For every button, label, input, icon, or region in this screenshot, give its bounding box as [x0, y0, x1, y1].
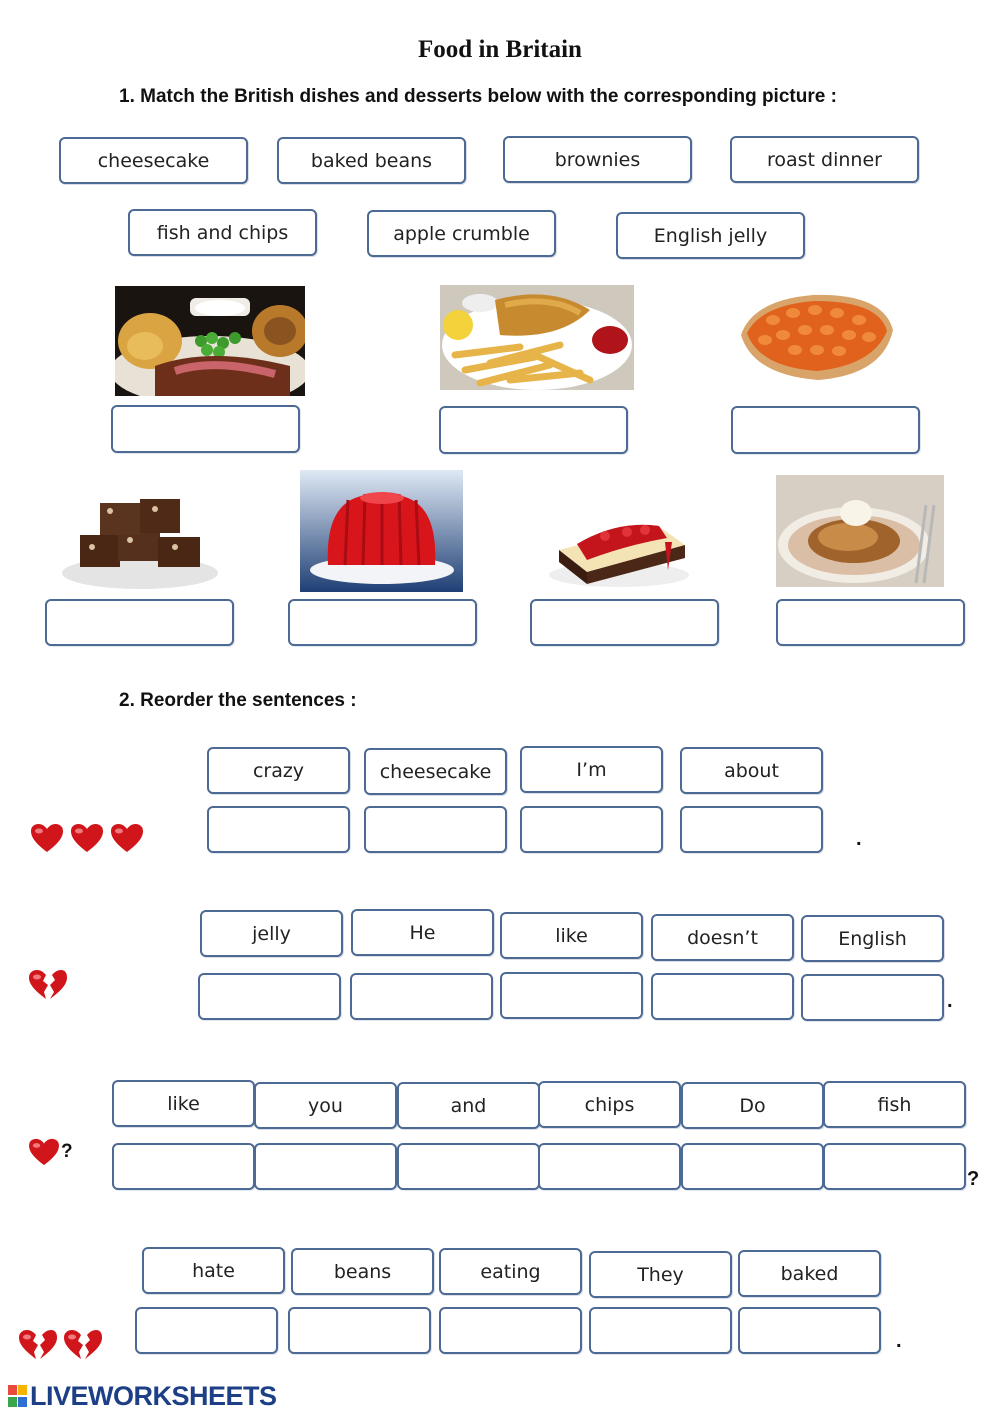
sentence-3-word-chip[interactable]: like — [112, 1080, 255, 1127]
cheesecake-photo — [547, 500, 692, 587]
sentence-2-word-chip[interactable]: English — [801, 915, 944, 962]
answer-box-cheesecake[interactable] — [530, 599, 719, 646]
liveworksheets-logo-icon — [8, 1385, 28, 1409]
page-title: Food in Britain — [418, 36, 582, 63]
sentence-4-icons — [18, 1329, 103, 1361]
sentence-3-punctuation: ? — [967, 1168, 980, 1190]
sentence-3-icons — [28, 1138, 73, 1166]
sentence-1-word-chip[interactable]: crazy — [207, 747, 350, 794]
heart-icon — [30, 823, 64, 853]
sentence-4-answer-box[interactable] — [738, 1307, 881, 1354]
apple-crumble-photo — [776, 475, 944, 587]
sentence-2-word-chip[interactable]: He — [351, 909, 494, 956]
word-chip-fish-and-chips[interactable]: fish and chips — [128, 209, 317, 256]
heart-icon — [70, 823, 104, 853]
sentence-4-answer-box[interactable] — [288, 1307, 431, 1354]
sentence-3-answer-box[interactable] — [254, 1143, 397, 1190]
baked-beans-photo — [733, 275, 899, 387]
sentence-3-word-chip[interactable]: chips — [538, 1081, 681, 1128]
sentence-4-word-chip[interactable]: beans — [291, 1248, 434, 1295]
sentence-4-answer-box[interactable] — [439, 1307, 582, 1354]
sentence-3-word-chip[interactable]: you — [254, 1082, 397, 1129]
sentence-2-word-chip[interactable]: jelly — [200, 910, 343, 957]
sentence-2-answer-box[interactable] — [198, 973, 341, 1020]
sentence-1-icons — [30, 823, 144, 853]
sentence-3-answer-box[interactable] — [112, 1143, 255, 1190]
sentence-2-icons — [28, 969, 68, 1001]
word-chip-english-jelly[interactable]: English jelly — [616, 212, 805, 259]
sentence-3-answer-box[interactable] — [823, 1143, 966, 1190]
answer-box-english-jelly[interactable] — [288, 599, 477, 646]
broken-heart-icon — [63, 1329, 103, 1361]
word-chip-brownies[interactable]: brownies — [503, 136, 692, 183]
answer-box-baked-beans[interactable] — [731, 406, 920, 454]
sentence-3-answer-box[interactable] — [681, 1143, 824, 1190]
sentence-2-answer-box[interactable] — [350, 973, 493, 1020]
sentence-2-word-chip[interactable]: doesn’t — [651, 914, 794, 961]
sentence-3-word-chip[interactable]: and — [397, 1082, 540, 1129]
sentence-2-word-chip[interactable]: like — [500, 912, 643, 959]
word-chip-baked-beans[interactable]: baked beans — [277, 137, 466, 184]
sentence-4-word-chip[interactable]: baked — [738, 1250, 881, 1297]
sentence-3-icon-suffix: ? — [61, 1141, 73, 1162]
sentence-2-answer-box[interactable] — [801, 974, 944, 1021]
sentence-4-answer-box[interactable] — [135, 1307, 278, 1354]
sentence-2-answer-box[interactable] — [500, 972, 643, 1019]
heart-icon — [28, 1138, 60, 1166]
exercise-1-heading: 1. Match the British dishes and desserts below with the corresponding picture : — [119, 86, 837, 107]
sentence-1-answer-box[interactable] — [520, 806, 663, 853]
broken-heart-icon — [18, 1329, 58, 1361]
sentence-3-answer-box[interactable] — [397, 1143, 540, 1190]
answer-box-apple-crumble[interactable] — [776, 599, 965, 646]
word-chip-roast-dinner[interactable]: roast dinner — [730, 136, 919, 183]
sentence-4-word-chip[interactable]: hate — [142, 1247, 285, 1294]
sentence-1-word-chip[interactable]: about — [680, 747, 823, 794]
sentence-4-word-chip[interactable]: eating — [439, 1248, 582, 1295]
answer-box-brownies[interactable] — [45, 599, 234, 646]
word-chip-apple-crumble[interactable]: apple crumble — [367, 210, 556, 257]
brownies-photo — [60, 485, 220, 590]
heart-icon — [110, 823, 144, 853]
answer-box-roast-dinner[interactable] — [111, 405, 300, 453]
sentence-4-word-chip[interactable]: They — [589, 1251, 732, 1298]
sentence-1-word-chip[interactable]: I’m — [520, 746, 663, 793]
sentence-1-answer-box[interactable] — [207, 806, 350, 853]
sentence-1-answer-box[interactable] — [364, 806, 507, 853]
fish-and-chips-photo — [440, 285, 634, 390]
answer-box-fish-and-chips[interactable] — [439, 406, 628, 454]
broken-heart-icon — [28, 969, 68, 1001]
sentence-2-punctuation: . — [947, 990, 953, 1012]
sentence-4-punctuation: . — [896, 1330, 902, 1352]
exercise-2-heading: 2. Reorder the sentences : — [119, 690, 357, 711]
english-jelly-photo — [300, 470, 463, 592]
sentence-4-answer-box[interactable] — [589, 1307, 732, 1354]
word-chip-cheesecake[interactable]: cheesecake — [59, 137, 248, 184]
sentence-3-word-chip[interactable]: fish — [823, 1081, 966, 1128]
sentence-2-answer-box[interactable] — [651, 973, 794, 1020]
sentence-1-word-chip[interactable]: cheesecake — [364, 748, 507, 795]
sentence-1-answer-box[interactable] — [680, 806, 823, 853]
liveworksheets-brand[interactable] — [8, 1381, 277, 1412]
brand-text: LIVEWORKSHEETS — [30, 1381, 277, 1411]
sentence-3-word-chip[interactable]: Do — [681, 1082, 824, 1129]
sentence-1-punctuation: . — [856, 828, 862, 850]
roast-dinner-photo — [115, 286, 305, 396]
sentence-3-answer-box[interactable] — [538, 1143, 681, 1190]
